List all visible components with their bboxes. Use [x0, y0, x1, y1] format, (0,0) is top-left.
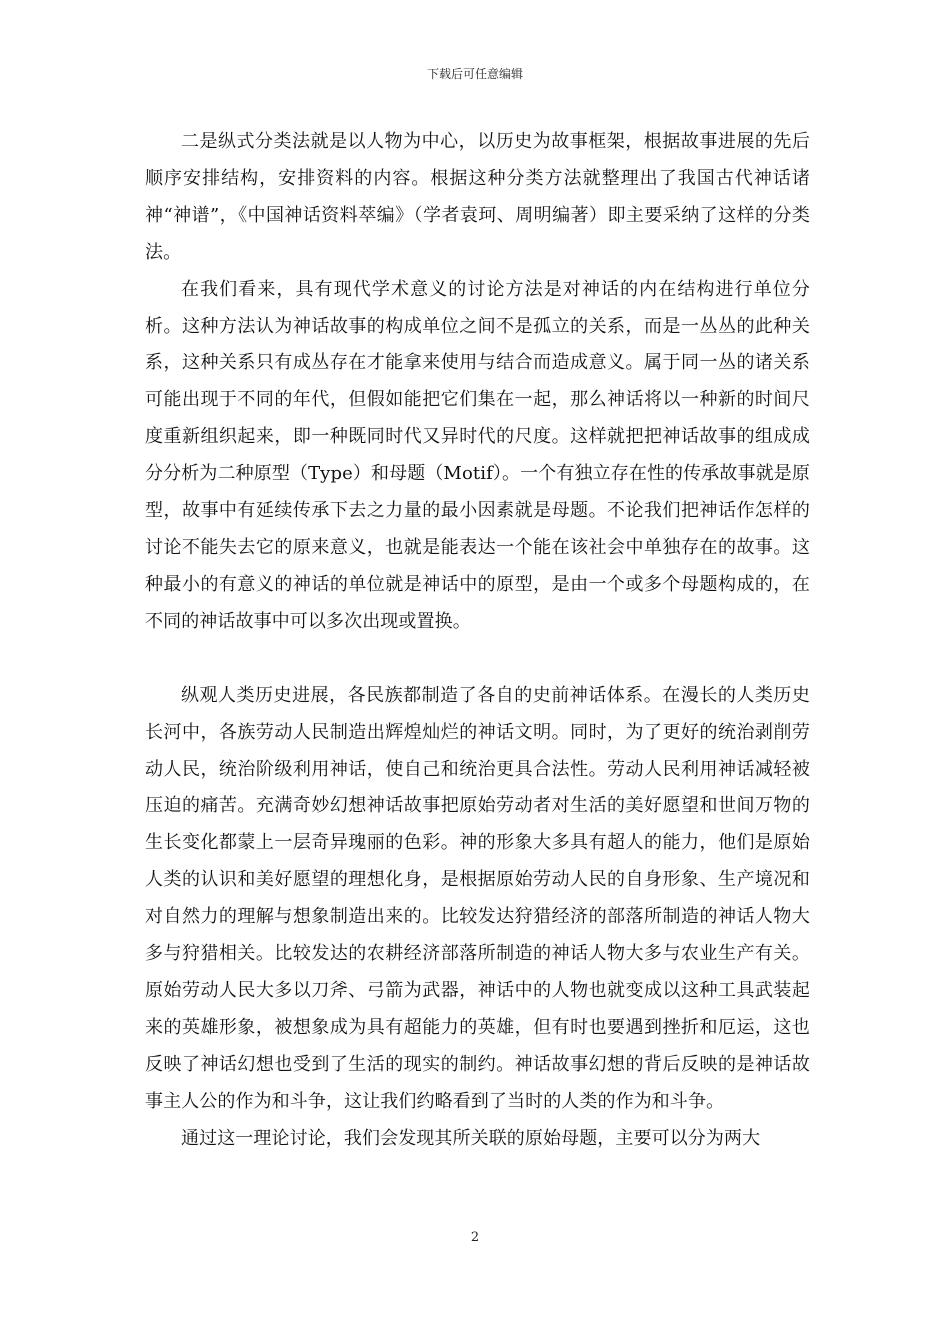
paragraph-2: 在我们看来，具有现代学术意义的讨论方法是对神话的内在结构进行单位分析。这种方法认为神话故事的构成单位之间不是孤立的关系，而是一丛丛的此种关系，这种关系只有成丛存在才能拿来使用与结合而造成意义。属于同一丛的诸关系可能出现于不同的年代，但假如能把它们集在一起，那么神话将以一种新的时间尺度重新组织起来，即一种既同时代又异时代的尺度。这样就把把神话故事的组成成分分析为二种原型（Type）和母题（Motif）。一个有独立存在性的传承故事就是原型，故事中有延续传承下去之力量的最小因素就是母题。不论我们把神话作怎样的讨论不能失去它的原来意义，也就是能表达一个能在该社会中单独存在的故事。这种最小的有意义的神话的单位就是神话中的原型，是由一个或多个母题构成的，在不同的神话故事中可以多次出现或置换。 — [145, 278, 810, 632]
paragraph-4: 通过这一理论讨论，我们会发现其所关联的原始母题，主要可以分为两大 — [181, 1127, 761, 1149]
paragraph-spacer — [145, 641, 810, 678]
paragraph-1: 二是纵式分类法就是以人物为中心，以历史为故事框架，根据故事进展的先后顺序安排结构，安排资料的内容。根据这种分类方法就整理出了我国古代神话诸神“神谱”，《中国神话资料萃编》（学者袁珂、周明编著）即主要采纳了这样的分类法。 — [145, 131, 810, 263]
page-number: 2 — [470, 1230, 480, 1245]
paragraph-3: 纵观人类历史进展，各民族都制造了各自的史前神话体系。在漫长的人类历史长河中，各族劳动人民制造出辉煌灿烂的神话文明。同时，为了更好的统治剥削劳动人民，统治阶级利用神话，使自己和统治更具合法性。劳动人民利用神话减轻被压迫的痛苦。充满奇妙幻想神话故事把原始劳动者对生活的美好愿望和世间万物的生长变化都蒙上一层奇异瑰丽的色彩。神的形象大多具有超人的能力，他们是原始人类的认识和美好愿望的理想化身，是根据原始劳动人民的自身形象、生产境况和对自然力的理解与想象制造出来的。比较发达狩猎经济的部落所制造的神话人物大多与狩猎相关。比较发达的农耕经济部落所制造的神话人物大多与农业生产有关。原始劳动人民大多以刀斧、弓箭为武器，神话中的人物也就变成以这种工具武装起来的英雄形象，被想象成为具有超能力的英雄，但有时也要遇到挫折和厄运，这也反映了神话幻想也受到了生活的现实的制约。神话故事幻想的背后反映的是神话故事主人公的作为和斗争，这让我们约略看到了当时的人类的作为和斗争。 — [145, 684, 810, 1112]
page-header: 下载后可任意编辑 — [426, 67, 523, 81]
document-body — [145, 124, 810, 1157]
